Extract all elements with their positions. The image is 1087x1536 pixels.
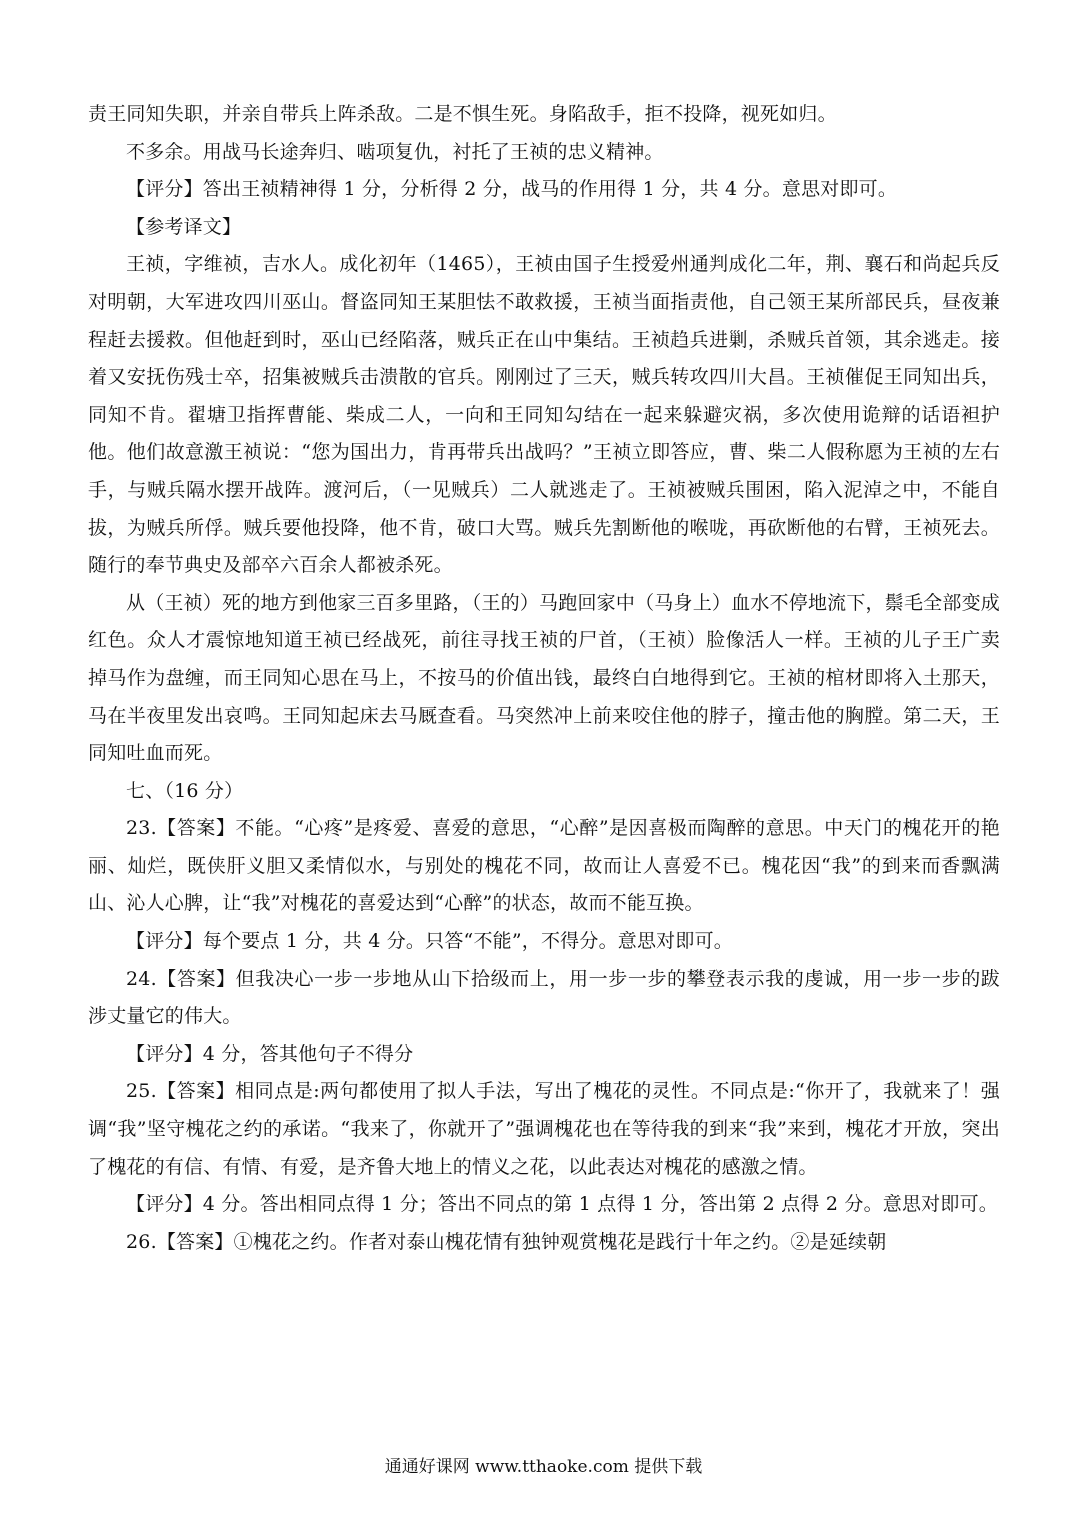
- scoring-23: 【评分】每个要点 1 分，共 4 分。只答“不能”，不得分。意思对即可。: [126, 930, 733, 953]
- paragraph-2: 不多余。用战马长途奔归、啮项复仇，衬托了王祯的忠义精神。: [126, 140, 664, 163]
- answer-25: 25.【答案】相同点是:两句都使用了拟人手法，写出了槐花的灵性。不同点是:“你开了，我就来了！强调“我”坚守槐花之约的承诺。“我来了，你就开了”强调槐花也在等待我的到来“我”来到，槐花才开放，突出了槐花的有信、有情、有爱，是齐鲁大地上的情义之花，以此表达对槐花的感激之情。: [88, 1080, 1000, 1178]
- document-body: [88, 96, 1000, 1261]
- paragraph-1: 责王同知失职，并亲自带兵上阵杀敌。二是不惧生死。身陷敌手，拒不投降，视死如归。: [88, 103, 837, 125]
- answer-23: 23.【答案】不能。“心疼”是疼爱、喜爱的意思，“心醉”是因喜极而陶醉的意思。中天门的槐花开的艳丽、灿烂，既侠肝义胆又柔情似水，与别处的槐花不同，故而让人喜爱不已。槐花因“我”的到来而香飘满山、沁人心脾，让“我”对槐花的喜爱达到“心醉”的状态，故而不能互换。: [88, 817, 1000, 915]
- paragraph-4: 【参考译文】: [126, 215, 242, 238]
- section-heading: 七、（16 分）: [126, 779, 244, 802]
- paragraph-6: 从（王祯）死的地方到他家三百多里路，（王的）马跑回家中（马身上）血水不停地流下，鬃毛全部变成红色。众人才震惊地知道王祯已经战死，前往寻找王祯的尸首，（王祯）脸像活人一样。王祯的儿子王广卖掉马作为盘缠，而王同知心思在马上，不按马的价值出钱，最终白白地得到它。王祯的棺材即将入土那天，马在半夜里发出哀鸣。王同知起床去马厩查看。马突然冲上前来咬住他的脖子，撞击他的胸膛。第二天，王同知吐血而死。: [88, 591, 1000, 765]
- answer-24: 24.【答案】但我决心一步一步地从山下拾级而上，用一步一步的攀登表示我的虔诚，用一步一步的跋涉丈量它的伟大。: [88, 967, 1000, 1028]
- paragraph-5: 王祯，字维祯，吉水人。成化初年（1465），王祯由国子生授爱州通判成化二年，荆、襄石和尚起兵反对明朝，大军进攻四川巫山。督盗同知王某胆怯不敢救援，王祯当面指责他，自己领王某所部民兵，昼夜兼程赶去援救。但他赶到时，巫山已经陷落，贼兵正在山中集结。王祯趋兵进剿，杀贼兵首领，其余逃走。接着又安抚伤残士卒，招集被贼兵击溃散的官兵。刚刚过了三天，贼兵转攻四川大昌。王祯催促王同知出兵，同知不肯。翟塘卫指挥曹能、柴成二人，一向和王同知勾结在一起来躲避灾祸，多次使用诡辩的话语袒护他。他们故意激王祯说：“您为国出力，肯再带兵出战吗？”王祯立即答应，曹、柴二人假称愿为王祯的左右手，与贼兵隔水摆开战阵。渡河后，（一见贼兵）二人就逃走了。王祯被贼兵围困，陷入泥淖之中，不能自拔，为贼兵所俘。贼兵要他投降，他不肯，破口大骂。贼兵先割断他的喉咙，再砍断他的右臂，王祯死去。随行的奉节典史及部卒六百余人都被杀死。: [88, 253, 1000, 577]
- scoring-24: 【评分】4 分，答其他句子不得分: [126, 1042, 414, 1065]
- paragraph-3: 【评分】答出王祯精神得 1 分，分析得 2 分，战马的作用得 1 分，共 4 分。意思对即可。: [126, 178, 898, 201]
- scoring-25: 【评分】4 分。答出相同点得 1 分；答出不同点的第 1 点得 1 分，答出第 2 点得 2 分。意思对即可。: [126, 1193, 998, 1216]
- answer-26: 26.【答案】①槐花之约。作者对泰山槐花情有独钟观赏槐花是践行十年之约。②是延续朝: [126, 1230, 887, 1253]
- page-footer: 通通好课网 www.tthaoke.com 提供下载: [384, 1457, 703, 1477]
